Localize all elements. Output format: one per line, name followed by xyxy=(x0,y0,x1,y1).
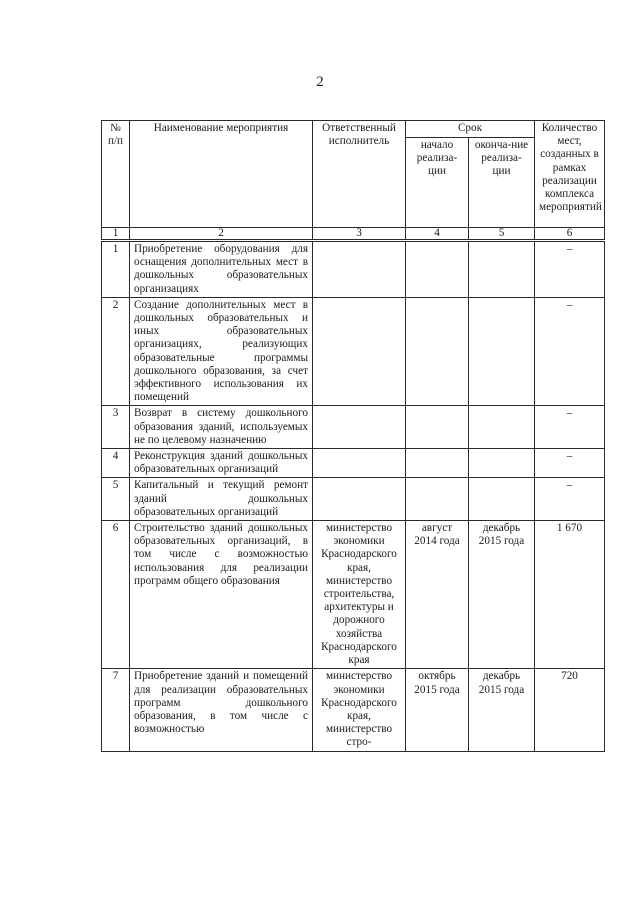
column-index: 3 xyxy=(313,228,406,241)
row-number: 1 xyxy=(102,241,130,298)
activity-name: Приобретение зданий и помещений для реализации образовательных программ дошкольного образования, в том числе с возможностью xyxy=(130,669,313,751)
places-count: – xyxy=(535,406,605,449)
places-count: 1 670 xyxy=(535,521,605,669)
term-start: август 2014 года xyxy=(406,521,469,669)
table-row xyxy=(102,241,605,298)
term-start xyxy=(406,297,469,406)
term-start xyxy=(406,406,469,449)
activity-name: Капитальный и текущий ремонт зданий дошкольных образовательных организаций xyxy=(130,478,313,521)
header-quantity: Количество мест, созданных в рамках реализации комплекса мероприятий xyxy=(535,121,605,228)
header-term-end: оконча-ние реализа-ции xyxy=(469,138,535,228)
places-count: – xyxy=(535,478,605,521)
activity-name: Строительство зданий дошкольных образовательных организаций, в том числе с возможностью использования для реализации программ общего образования xyxy=(130,521,313,669)
row-number: 5 xyxy=(102,478,130,521)
table-body xyxy=(102,241,605,752)
table-row xyxy=(102,478,605,521)
activities-table xyxy=(101,120,605,752)
column-index: 4 xyxy=(406,228,469,241)
column-index: 1 xyxy=(102,228,130,241)
table-row xyxy=(102,669,605,751)
page-number: 2 xyxy=(316,74,324,90)
row-number: 2 xyxy=(102,297,130,406)
header-num: № п/п xyxy=(102,121,130,228)
term-end xyxy=(469,478,535,521)
term-end xyxy=(469,297,535,406)
responsible-executor xyxy=(313,297,406,406)
term-start xyxy=(406,449,469,478)
column-index-row xyxy=(102,228,605,241)
row-number: 4 xyxy=(102,449,130,478)
responsible-executor: министерство экономики Краснодарского края, министерство строительства, архитектуры и дорожного хозяйства Краснодарского края xyxy=(313,521,406,669)
term-end: декабрь 2015 года xyxy=(469,521,535,669)
responsible-executor: министерство экономики Краснодарского края, министерство стро- xyxy=(313,669,406,751)
row-number: 7 xyxy=(102,669,130,751)
term-end xyxy=(469,241,535,298)
table-row xyxy=(102,521,605,669)
table-row xyxy=(102,449,605,478)
table-row xyxy=(102,406,605,449)
term-start xyxy=(406,241,469,298)
activity-name: Возврат в систему дошкольного образования зданий, используемых не по целевому назначению xyxy=(130,406,313,449)
places-count: – xyxy=(535,241,605,298)
row-number: 3 xyxy=(102,406,130,449)
activity-name: Реконструкция зданий дошкольных образовательных организаций xyxy=(130,449,313,478)
responsible-executor xyxy=(313,449,406,478)
table-header xyxy=(102,121,605,241)
term-end: декабрь 2015 года xyxy=(469,669,535,751)
header-term-start: начало реализа-ции xyxy=(406,138,469,228)
places-count: – xyxy=(535,449,605,478)
column-index: 6 xyxy=(535,228,605,241)
responsible-executor xyxy=(313,241,406,298)
places-count: 720 xyxy=(535,669,605,751)
term-end xyxy=(469,406,535,449)
places-count: – xyxy=(535,297,605,406)
column-index: 5 xyxy=(469,228,535,241)
header-responsible: Ответственный исполнитель xyxy=(313,121,406,228)
header-name: Наименование мероприятия xyxy=(130,121,313,228)
activity-name: Приобретение оборудования для оснащения дополнительных мест в дошкольных образовательных организациях xyxy=(130,241,313,298)
term-start: октябрь 2015 года xyxy=(406,669,469,751)
activity-name: Создание дополнительных мест в дошкольных образовательных и иных образовательных организациях, реализующих образовательные программы дошкольного образования, за счет эффективного использования их помещений xyxy=(130,297,313,406)
term-start xyxy=(406,478,469,521)
responsible-executor xyxy=(313,406,406,449)
header-term: Срок xyxy=(406,121,535,138)
table-row xyxy=(102,297,605,406)
column-index: 2 xyxy=(130,228,313,241)
row-number: 6 xyxy=(102,521,130,669)
term-end xyxy=(469,449,535,478)
responsible-executor xyxy=(313,478,406,521)
